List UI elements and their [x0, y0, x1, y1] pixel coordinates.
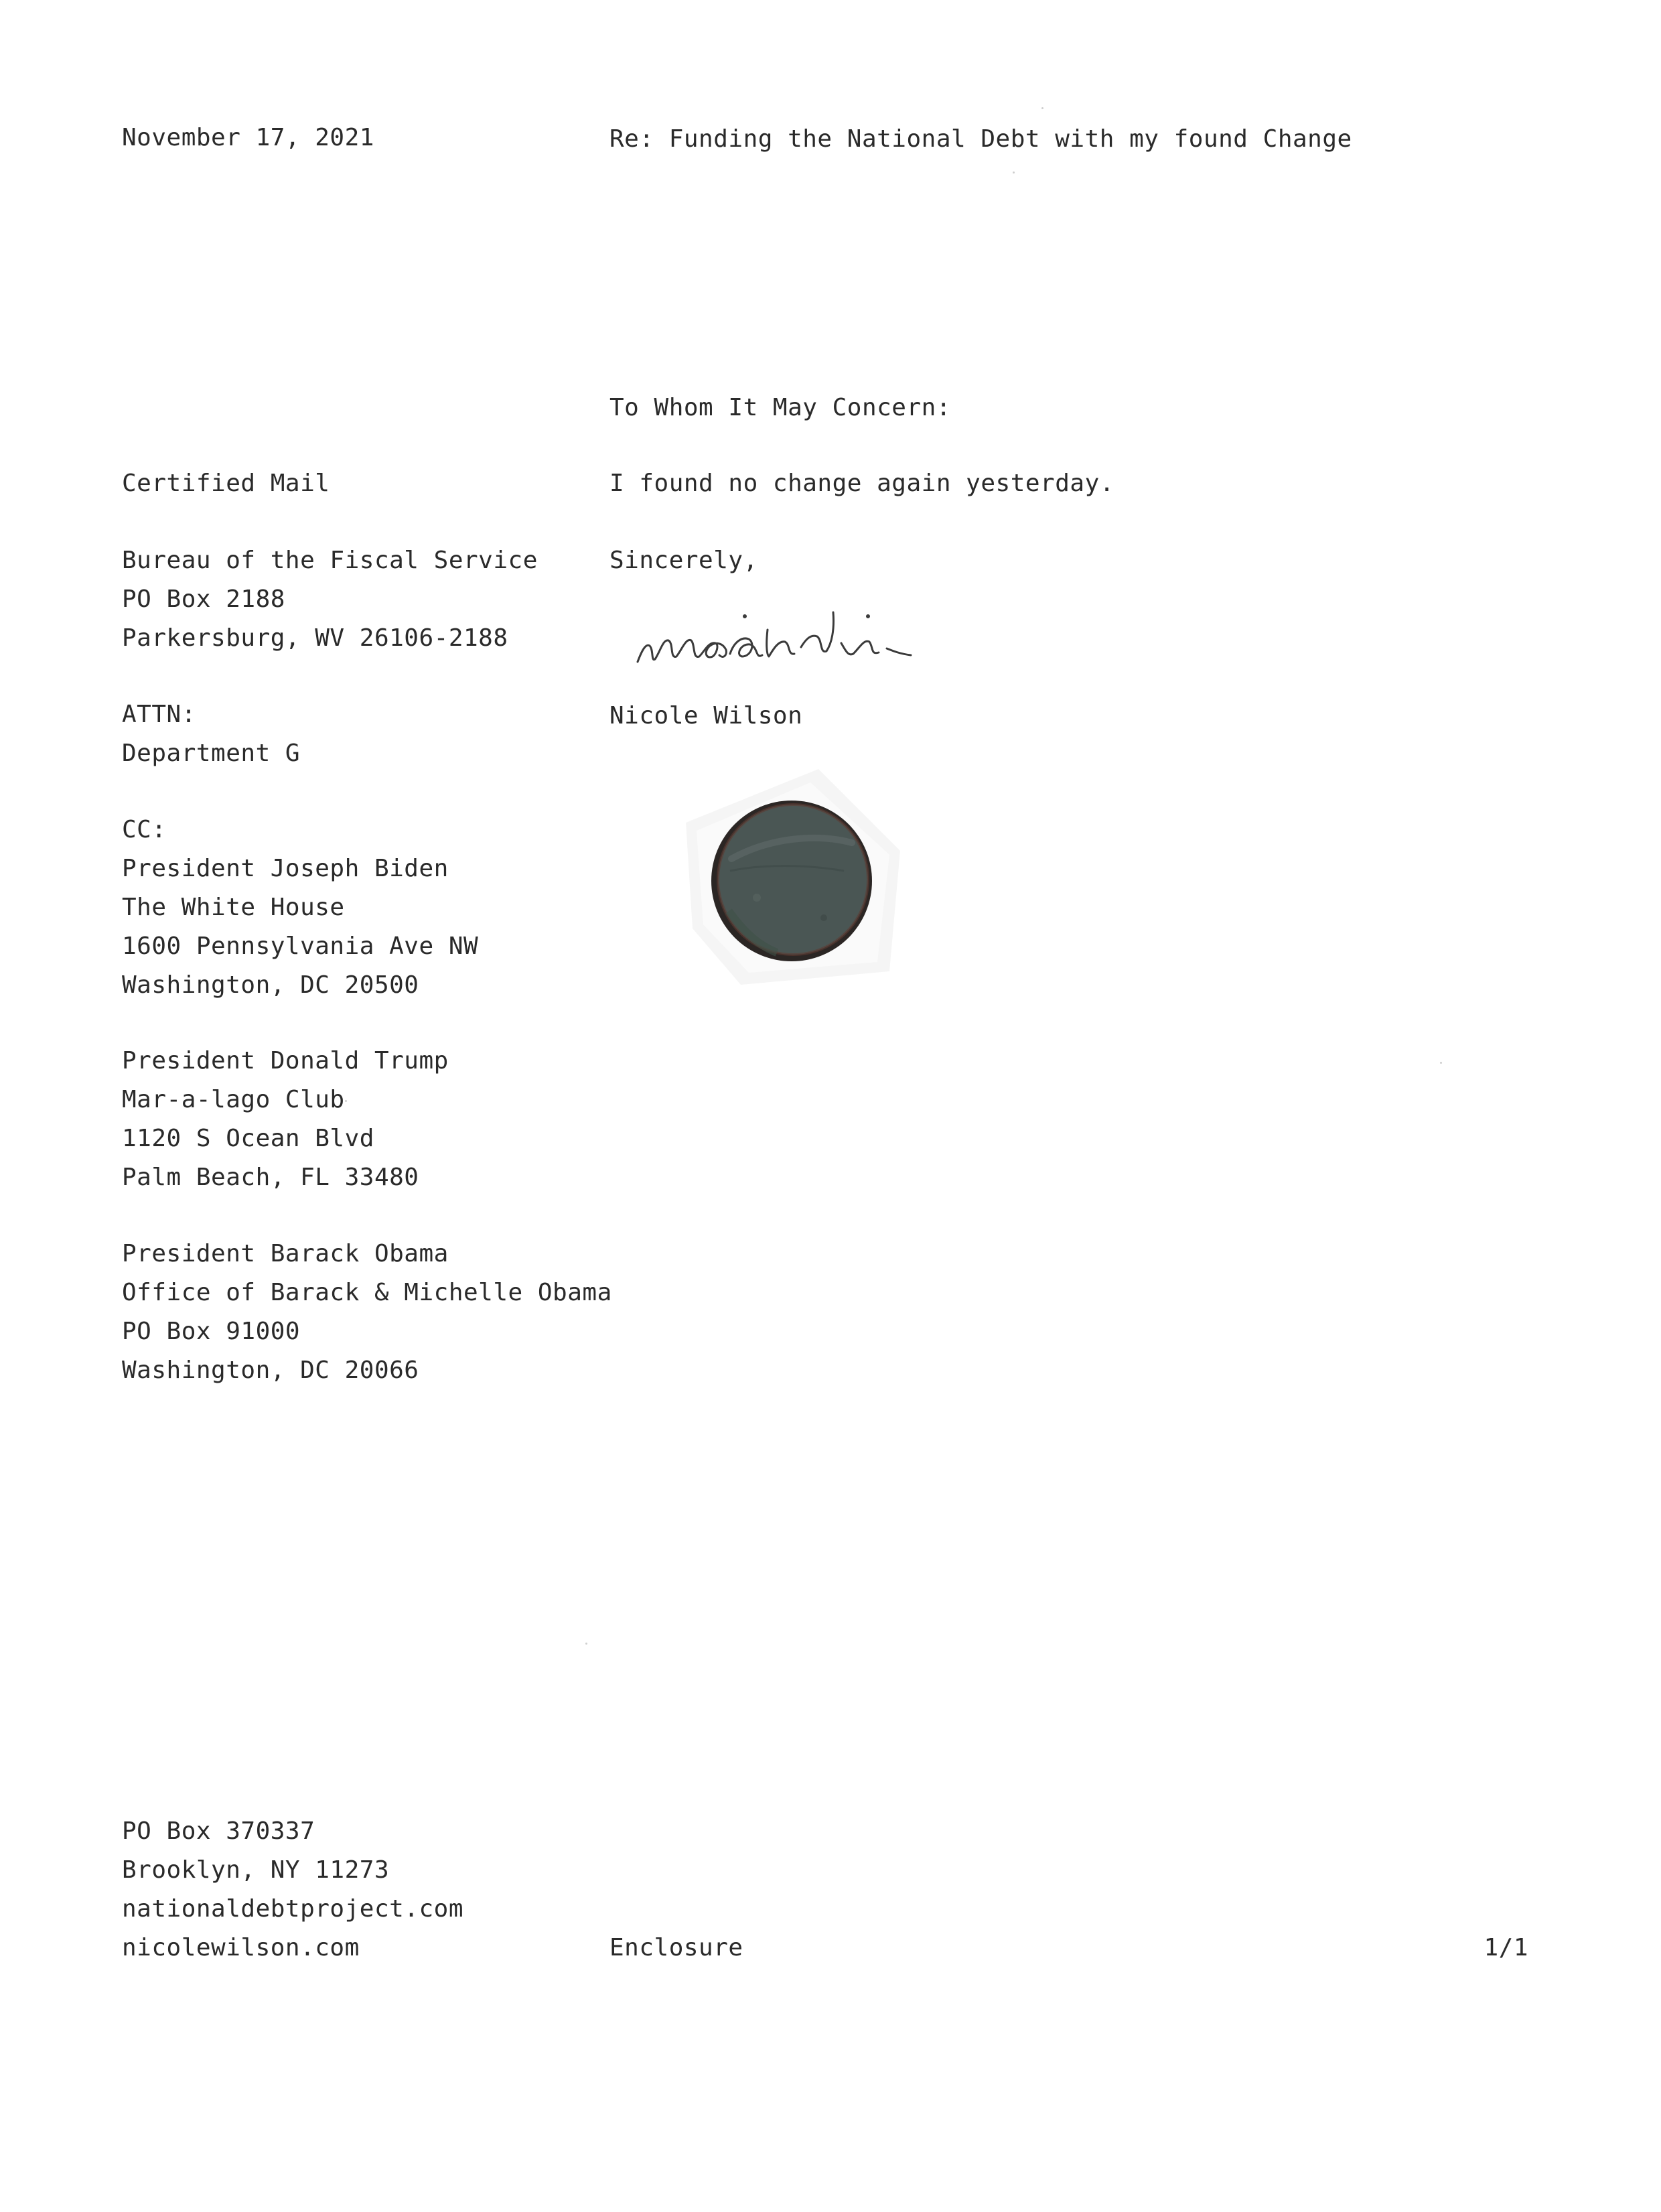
cc-line: 1120 S Ocean Blvd [122, 1125, 374, 1152]
scan-speck [1041, 107, 1043, 109]
cc-line: 1600 Pennsylvania Ave NW [122, 932, 479, 960]
letter-subject: Re: Funding the National Debt with my found Change [609, 125, 1352, 153]
cc-line: President Joseph Biden [122, 855, 449, 882]
scan-speck [585, 1643, 587, 1645]
closing: Sincerely, [609, 547, 758, 574]
scan-speck [1013, 171, 1015, 174]
enclosure-label: Enclosure [609, 1934, 743, 1961]
cc-block-trump [122, 1042, 449, 1197]
attn-department: Department G [122, 740, 301, 767]
cc-line: Washington, DC 20066 [122, 1357, 419, 1384]
address-line: Parkersburg, WV 26106-2188 [122, 624, 508, 652]
sender-website: nicolewilson.com [122, 1934, 360, 1961]
sender-line: PO Box 370337 [122, 1817, 315, 1845]
sender-website: nationaldebtproject.com [122, 1895, 463, 1923]
cc-line: The White House [122, 894, 345, 921]
salutation: To Whom It May Concern: [609, 394, 951, 421]
cc-line: PO Box 91000 [122, 1318, 301, 1345]
scan-speck [1440, 1062, 1442, 1064]
page-number: 1/1 [1484, 1934, 1528, 1961]
coin-icon [676, 764, 918, 991]
signature-image [630, 590, 951, 683]
cc-line: Mar-a-lago Club [122, 1086, 345, 1113]
cc-line: Office of Barack & Michelle Obama [122, 1279, 612, 1306]
cc-line: President Donald Trump [122, 1047, 449, 1075]
cc-line: Washington, DC 20500 [122, 971, 419, 999]
attention-line [122, 695, 300, 773]
cc-block-obama [122, 1235, 612, 1390]
signer-name: Nicole Wilson [609, 702, 803, 730]
letter-date: November 17, 2021 [122, 124, 374, 151]
attn-label: ATTN: [122, 701, 196, 728]
cc-line: Palm Beach, FL 33480 [122, 1164, 419, 1191]
cc-block-biden [122, 811, 478, 1005]
address-line: PO Box 2188 [122, 585, 285, 613]
recipient-address [122, 541, 538, 658]
delivery-method: Certified Mail [122, 470, 330, 497]
sender-line: Brooklyn, NY 11273 [122, 1856, 390, 1884]
sender-address [122, 1812, 463, 1967]
letter-body: I found no change again yesterday. [609, 470, 1114, 497]
cc-label: CC: [122, 816, 167, 843]
address-line: Bureau of the Fiscal Service [122, 547, 538, 574]
cc-line: President Barack Obama [122, 1240, 449, 1267]
scan-speck [345, 1100, 347, 1102]
